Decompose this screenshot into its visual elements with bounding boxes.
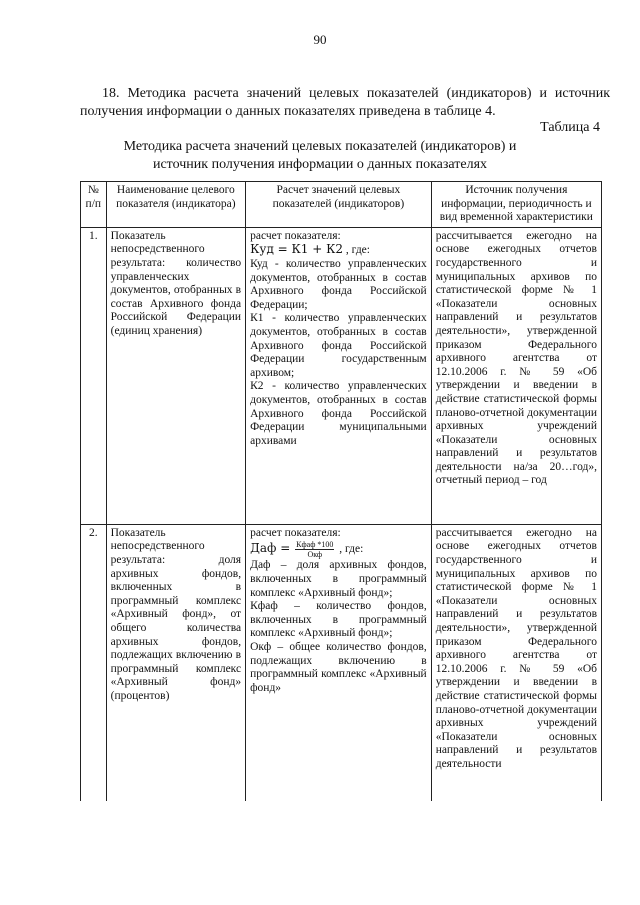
table-row	[81, 524, 602, 801]
header-calc: Расчет значений целевых показателей (индикаторов)	[246, 182, 432, 228]
row-name: Показатель непосредственного результата: количество управленческих документов, отобранных в состав Архивного фонда Российской Федерации (единиц хранения)	[106, 227, 245, 524]
row-num: 1.	[81, 227, 107, 524]
header-name: Наименование целевого показателя (индикатора)	[106, 182, 245, 228]
row-calc	[246, 227, 432, 524]
calc-intro: расчет показателя:	[250, 526, 341, 539]
table-row	[81, 227, 602, 524]
calc-definition: Куд - количество управленческих документов, отобранных в состав Архивного фонда Российской Федерации;	[250, 257, 427, 311]
header-source: Источник получения информации, периодичность и вид временной характеристики	[431, 182, 601, 228]
formula-fraction	[295, 540, 334, 559]
row-num: 2.	[81, 524, 107, 801]
formula	[250, 243, 427, 258]
row-source: рассчитывается ежегодно на основе ежегодных отчетов государственного и муниципальных архивов по статистической форме № 1 «Показатели основных направлений и результатов деятельности», утвержденной приказом Федерального архивного агентства от 12.10.2006 г. № 59 «Об утверждении и введении в действие статистической формы планово-отчетной документации архивных учреждений «Показатели основных направлений и результатов деятельности на/за 20…год», отчетный период – год	[431, 227, 601, 524]
formula-tail: , где:	[339, 543, 364, 556]
indicator-table	[80, 181, 602, 801]
intro-text: 18. Методика расчета значений целевых показателей (индикаторов) и источник получения информации о данных показателях приведена в таблице 4.	[80, 86, 610, 119]
calc-definition: Даф – доля архивных фондов, включенных в программный комплекс «Архивный фонд»;	[250, 559, 427, 599]
formula-numerator: Кфаф *100	[296, 540, 334, 550]
calc-definition: К1 - количество управленческих документов, отобранных в состав Архивного фонда Российской Федерации государственным архивом;	[250, 312, 427, 379]
table-title-text: Методика расчета значений целевых показателей (индикаторов) и источник получения информации о данных показателях	[123, 139, 517, 172]
page-number: 90	[313, 32, 327, 47]
table-header-row	[81, 182, 602, 228]
row-name: Показатель непосредственного результата: доля архивных фондов, включенных в программный комплекс «Архивный фонд», от общего количества архивных фондов, подлежащих включению в программный комплекс «Архивный фонд» (процентов)	[106, 524, 245, 801]
table-title	[0, 138, 640, 174]
intro-paragraph	[80, 85, 610, 121]
formula-tail: , где:	[345, 244, 370, 257]
formula	[250, 540, 427, 559]
formula-expression: Куд = К1 + К2	[250, 242, 344, 257]
formula-denominator: Окф	[307, 550, 323, 560]
table-label: Таблица 4	[540, 120, 600, 135]
row-calc	[246, 524, 432, 801]
calc-definition: К2 - количество управленческих документов, отобранных в состав Архивного фонда Российской Федерации муниципальными архивами	[250, 380, 427, 447]
formula-lhs: Даф =	[250, 541, 291, 556]
calc-definition: Окф – общее количество фондов, подлежащих включению в программный комплекс «Архивный фонд»	[250, 640, 427, 694]
row-source: рассчитывается ежегодно на основе ежегодных отчетов государственного и муниципальных архивов по статистической форме № 1 «Показатели основных направлений и результатов деятельности», утвержденной приказом Федерального архивного агентства от 12.10.2006 г. № 59 «Об утверждении и введении в действие статистической формы планово-отчетной документации архивных учреждений «Показатели основных направлений и результатов деятельности	[431, 524, 601, 801]
calc-definition: Кфаф – количество фондов, включенных в программный комплекс «Архивный фонд»;	[250, 600, 427, 640]
header-num: № п/п	[81, 182, 107, 228]
calc-intro: расчет показателя:	[250, 229, 341, 242]
